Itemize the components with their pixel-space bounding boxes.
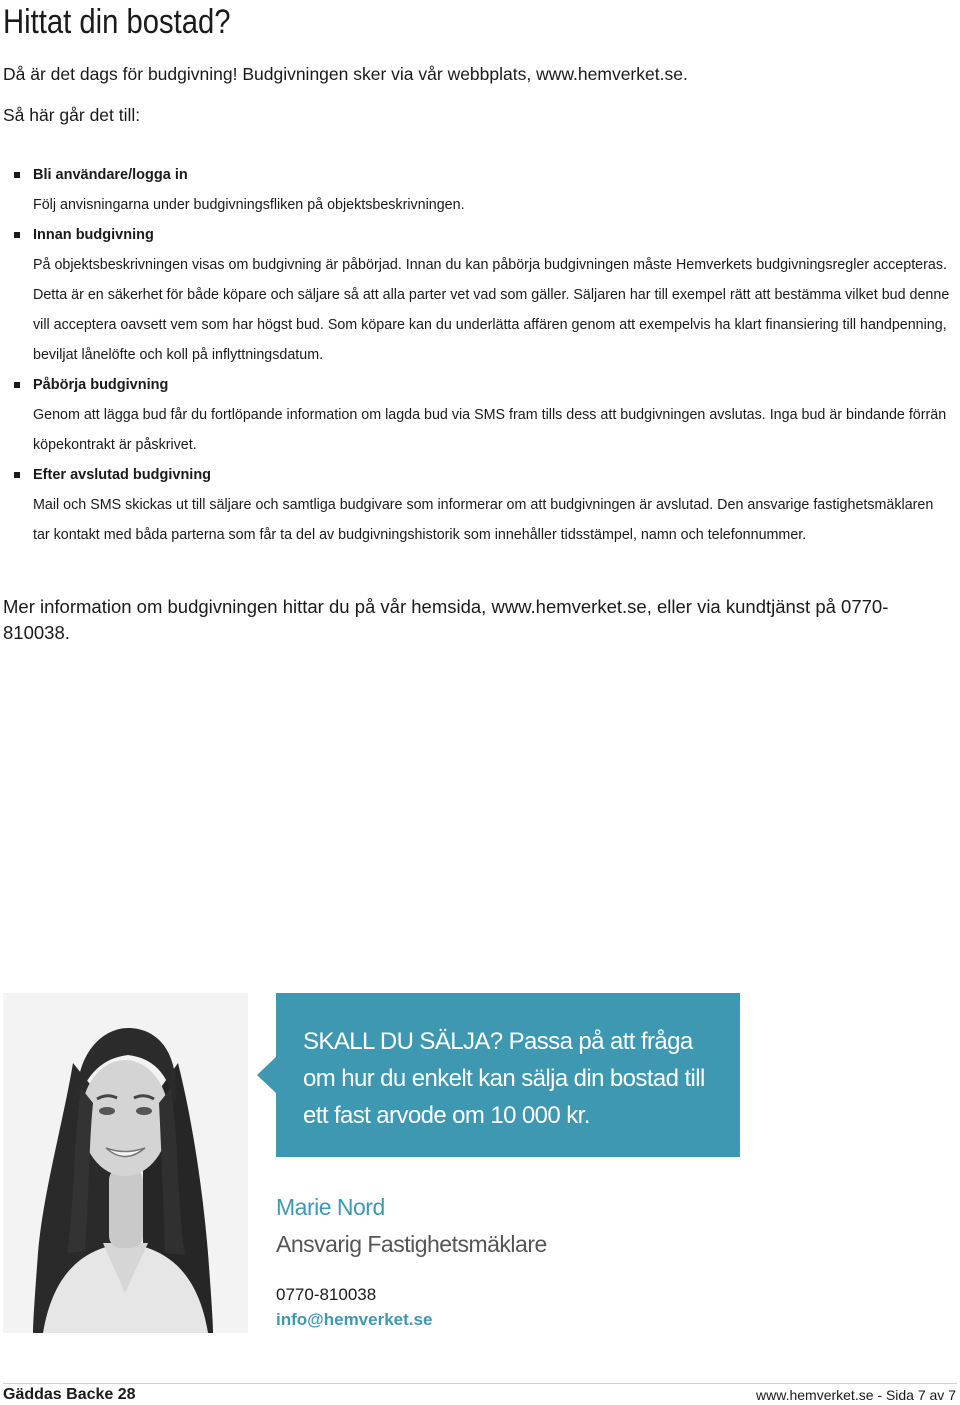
agent-name: Marie Nord xyxy=(276,1194,385,1220)
square-bullet-icon xyxy=(14,172,20,178)
square-bullet-icon xyxy=(14,382,20,388)
intro-text: Då är det dags för budgivning! Budgivningen sker via vår webbplats, www.hemverket.se. xyxy=(3,64,688,84)
step-body: På objektsbeskrivningen visas om budgivning är påbörjad. Innan du kan påbörja budgivningen måste Hemverkets budgivningsregler accepteras. Detta är en säkerhet för både köpare och säljare så att alla parter vet vad som gäller. Säljaren har till exempel rätt att bestämma vilket bud denne vill acceptera oavsett vem som har högst bud. Som köpare kan du underlätta affären genom att exempelvis ha klart finansiering till handpenning, beviljat lånelöfte och koll på inflyttningsdatum. xyxy=(33,257,950,363)
step-heading-text: Efter avslutad budgivning xyxy=(33,467,212,483)
step-heading xyxy=(0,460,960,490)
step-heading-text: Bli användare/logga in xyxy=(33,167,188,183)
step-body: Genom att lägga bud får du fortlöpande information om lagda bud via SMS fram tills dess att budgivningen avslutas. Inga bud är bindande förrän köpekontrakt är påskrivet. xyxy=(33,407,947,453)
list-item xyxy=(0,460,960,550)
steps-list xyxy=(0,160,960,550)
step-heading-text: Innan budgivning xyxy=(33,227,154,243)
step-heading-text: Påbörja budgivning xyxy=(33,377,169,393)
more-info-text: Mer information om budgivningen hittar du på vår hemsida, www.hemverket.se, eller via kundtjänst på 0770-810038. xyxy=(3,596,889,643)
step-heading xyxy=(0,220,960,250)
promo-text: SKALL DU SÄLJA? Passa på att fråga om hur du enkelt kan sälja din bostad till ett fast arvode om 10 000 kr. xyxy=(303,1028,705,1129)
step-body: Följ anvisningarna under budgivningsfliken på objektsbeskrivningen. xyxy=(33,197,465,213)
footer-address: Gäddas Backe 28 xyxy=(3,1386,136,1403)
agent-title: Ansvarig Fastighetsmäklare xyxy=(276,1231,547,1257)
promo-pointer xyxy=(257,1056,277,1094)
list-item xyxy=(0,160,960,220)
footer-divider xyxy=(3,1383,957,1384)
step-body: Mail och SMS skickas ut till säljare och samtliga budgivare som informerar om att budgivningen är avslutad. Den ansvarige fastighetsmäklaren tar kontakt med båda parterna som får ta del av budgivningshistorik som innehåller tidsstämpel, namn och telefonnummer. xyxy=(33,497,934,543)
intro-subheading: Så här går det till: xyxy=(3,105,141,125)
step-heading xyxy=(0,370,960,400)
square-bullet-icon xyxy=(14,472,20,478)
agent-photo xyxy=(3,993,248,1333)
step-heading xyxy=(0,160,960,190)
square-bullet-icon xyxy=(14,232,20,238)
list-item xyxy=(0,220,960,370)
page-title: Hittat din bostad? xyxy=(3,3,231,41)
list-item xyxy=(0,370,960,460)
agent-phone: 0770-810038 xyxy=(276,1285,377,1304)
footer-page-info: www.hemverket.se - Sida 7 av 7 xyxy=(756,1387,956,1403)
agent-email-link[interactable]: info@hemverket.se xyxy=(276,1310,433,1329)
